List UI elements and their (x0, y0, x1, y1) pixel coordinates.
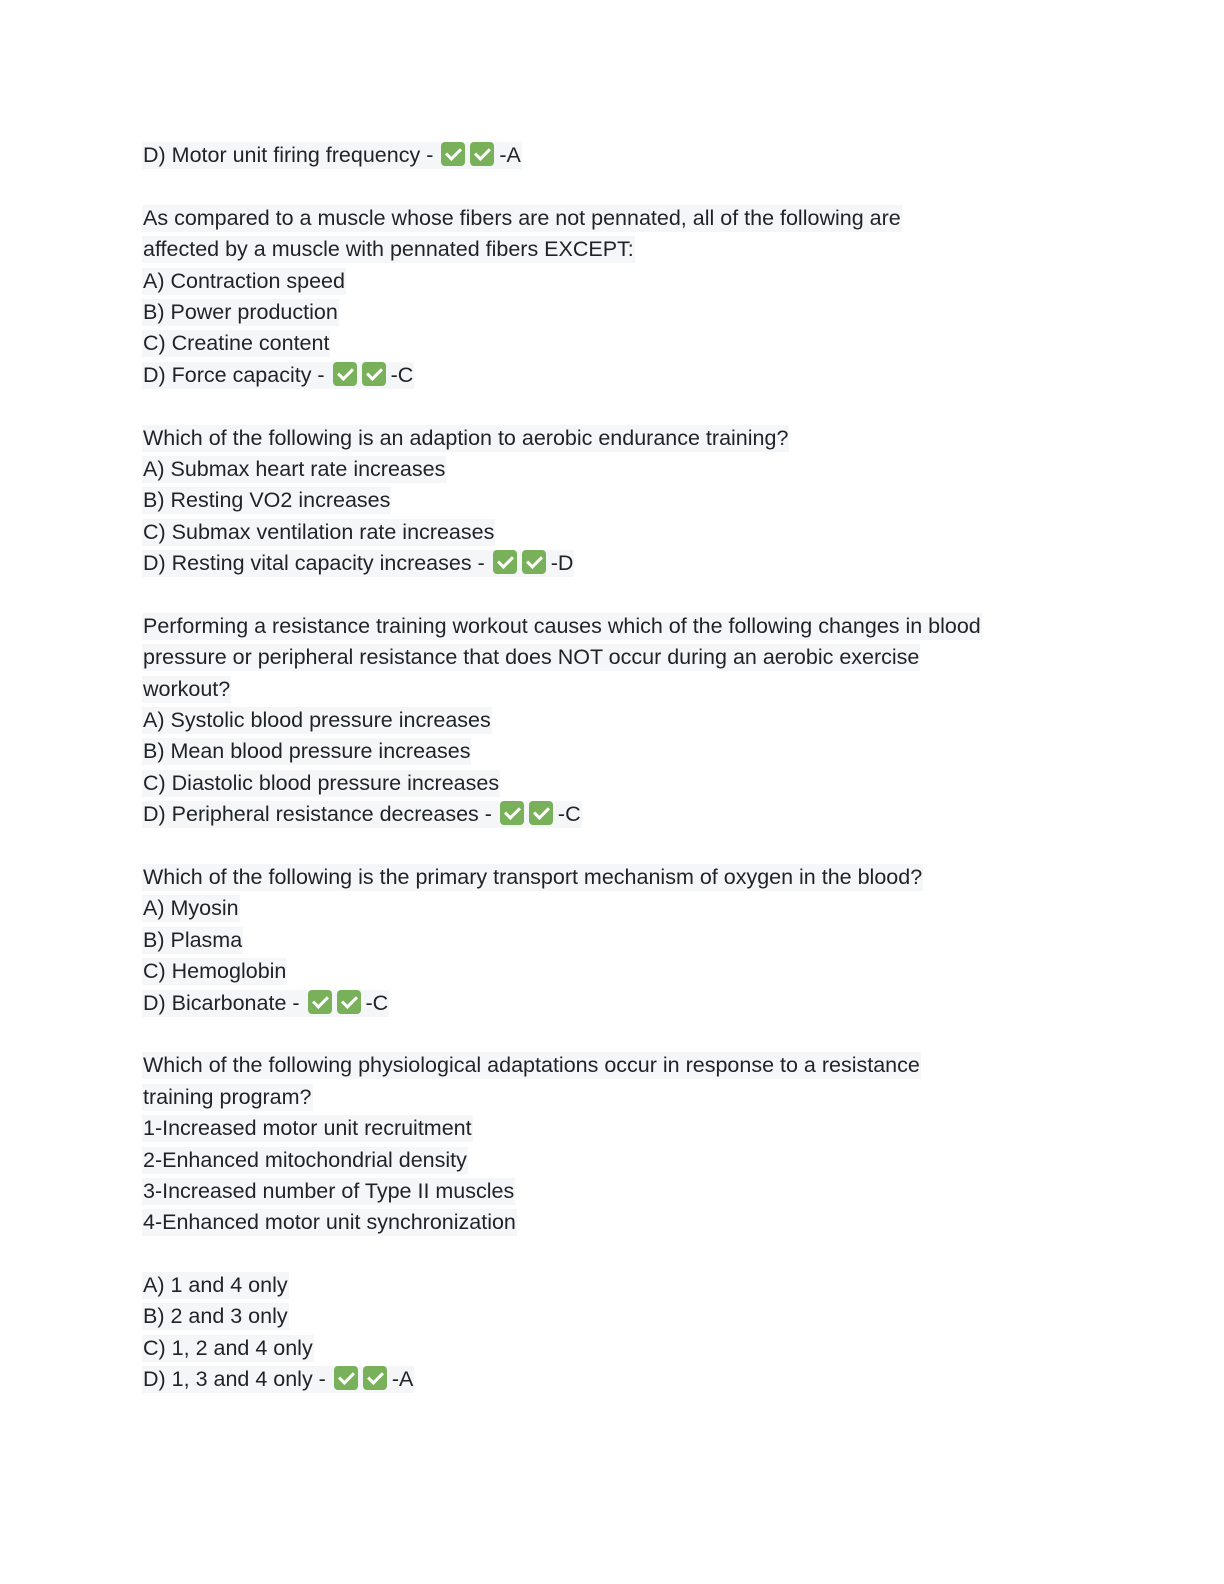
text-line (142, 642, 1102, 673)
answer-line (142, 988, 1102, 1019)
line-text: C) Submax ventilation rate increases (143, 519, 495, 544)
text-line (142, 485, 1102, 516)
paragraph-gap (142, 171, 1102, 202)
answer-line (142, 1364, 1102, 1395)
answer-letter: -A (499, 143, 521, 167)
answer-marks (499, 801, 582, 828)
text-line (142, 517, 1102, 548)
line-text: D) Motor unit firing frequency - (143, 143, 440, 167)
check-mark-icon (470, 142, 494, 166)
text-line (142, 862, 1102, 893)
text-line (142, 611, 1102, 642)
line-text: B) Resting VO2 increases (143, 488, 391, 513)
line-text: C) 1, 2 and 4 only (143, 1335, 313, 1360)
answer-marks (307, 990, 390, 1017)
check-mark-icon (333, 362, 357, 386)
check-mark-icon (529, 801, 553, 825)
line-text: As compared to a muscle whose fibers are not pennated, all of the following are (143, 205, 901, 230)
line-text: Which of the following is an adaption to aerobic endurance training? (143, 425, 789, 450)
text-line (142, 705, 1102, 736)
paragraph-gap (142, 1239, 1102, 1270)
text-line (142, 1333, 1102, 1364)
text-line (142, 925, 1102, 956)
text-line (142, 328, 1102, 359)
answer-line (142, 799, 1102, 830)
answer-letter: -A (391, 1367, 414, 1392)
check-mark-icon (493, 550, 517, 574)
check-mark-icon (522, 550, 546, 574)
line-text: D) Force capacity - (143, 362, 331, 387)
check-mark-icon (334, 1366, 358, 1390)
line-text: D) Resting vital capacity increases - (143, 551, 491, 576)
line-text: B) 2 and 3 only (143, 1304, 288, 1329)
line-text: affected by a muscle with pennated fibers EXCEPT: (143, 237, 634, 262)
line-text: C) Creatine content (143, 331, 330, 356)
line-text: A) Myosin (143, 896, 239, 921)
text-line (142, 1270, 1102, 1301)
text-line (142, 454, 1102, 485)
document-body (142, 140, 1102, 1396)
line-text: pressure or peripheral resistance that does NOT occur during an aerobic exercise (143, 645, 920, 670)
paragraph-gap (142, 1019, 1102, 1050)
text-line (142, 1145, 1102, 1176)
text-line (142, 956, 1102, 987)
line-text: C) Diastolic blood pressure increases (143, 770, 500, 795)
line-text: A) Contraction speed (143, 268, 345, 293)
text-line (142, 674, 1102, 705)
answer-marks (492, 550, 575, 577)
line-text: D) 1, 3 and 4 only - (143, 1367, 332, 1392)
text-line (142, 423, 1102, 454)
line-text: Which of the following physiological adaptations occur in response to a resistance (143, 1053, 920, 1078)
line-text: 1-Increased motor unit recruitment (143, 1116, 472, 1141)
check-mark-icon (363, 1366, 387, 1390)
check-mark-icon (308, 990, 332, 1014)
line-text: B) Mean blood pressure increases (143, 739, 471, 764)
paragraph-gap (142, 579, 1102, 610)
answer-marks (333, 1366, 415, 1393)
line-text: B) Power production (143, 299, 338, 324)
answer-line (142, 140, 1102, 171)
answer-line (142, 548, 1102, 579)
line-text: D) Bicarbonate - (143, 990, 306, 1015)
text-line (142, 1301, 1102, 1332)
line-text: A) Systolic blood pressure increases (143, 708, 491, 733)
line-text: C) Hemoglobin (143, 959, 287, 984)
line-text: B) Plasma (143, 927, 243, 952)
text-line (142, 736, 1102, 767)
check-mark-icon (337, 990, 361, 1014)
check-mark-icon (500, 801, 524, 825)
text-line (142, 1207, 1102, 1238)
text-line (142, 234, 1102, 265)
line-text: Which of the following is the primary transport mechanism of oxygen in the blood? (143, 864, 923, 889)
line-text: Performing a resistance training workout causes which of the following changes in blood (143, 613, 981, 638)
answer-letter: -D (550, 551, 574, 576)
line-text: workout? (143, 676, 231, 701)
text-line (142, 297, 1102, 328)
line-text: 3-Increased number of Type II muscles (143, 1178, 515, 1203)
line-text: D) Peripheral resistance decreases - (143, 802, 498, 827)
line-text: A) 1 and 4 only (143, 1273, 288, 1298)
answer-letter: -C (557, 802, 581, 827)
text-line (142, 1050, 1102, 1081)
answer-marks (440, 142, 522, 169)
check-mark-icon (441, 142, 465, 166)
answer-line (142, 360, 1102, 391)
text-line (142, 266, 1102, 297)
text-line (142, 203, 1102, 234)
line-text: A) Submax heart rate increases (143, 456, 446, 481)
paragraph-gap (142, 831, 1102, 862)
text-line (142, 1113, 1102, 1144)
line-text: 4-Enhanced motor unit synchronization (143, 1210, 516, 1235)
paragraph-gap (142, 391, 1102, 422)
line-text: 2-Enhanced mitochondrial density (143, 1147, 467, 1172)
line-text: training program? (143, 1084, 312, 1109)
text-line (142, 768, 1102, 799)
check-mark-icon (362, 362, 386, 386)
answer-letter: -C (390, 362, 414, 387)
text-line (142, 1082, 1102, 1113)
answer-letter: -C (365, 990, 389, 1015)
text-line (142, 893, 1102, 924)
answer-marks (332, 362, 415, 389)
text-line (142, 1176, 1102, 1207)
